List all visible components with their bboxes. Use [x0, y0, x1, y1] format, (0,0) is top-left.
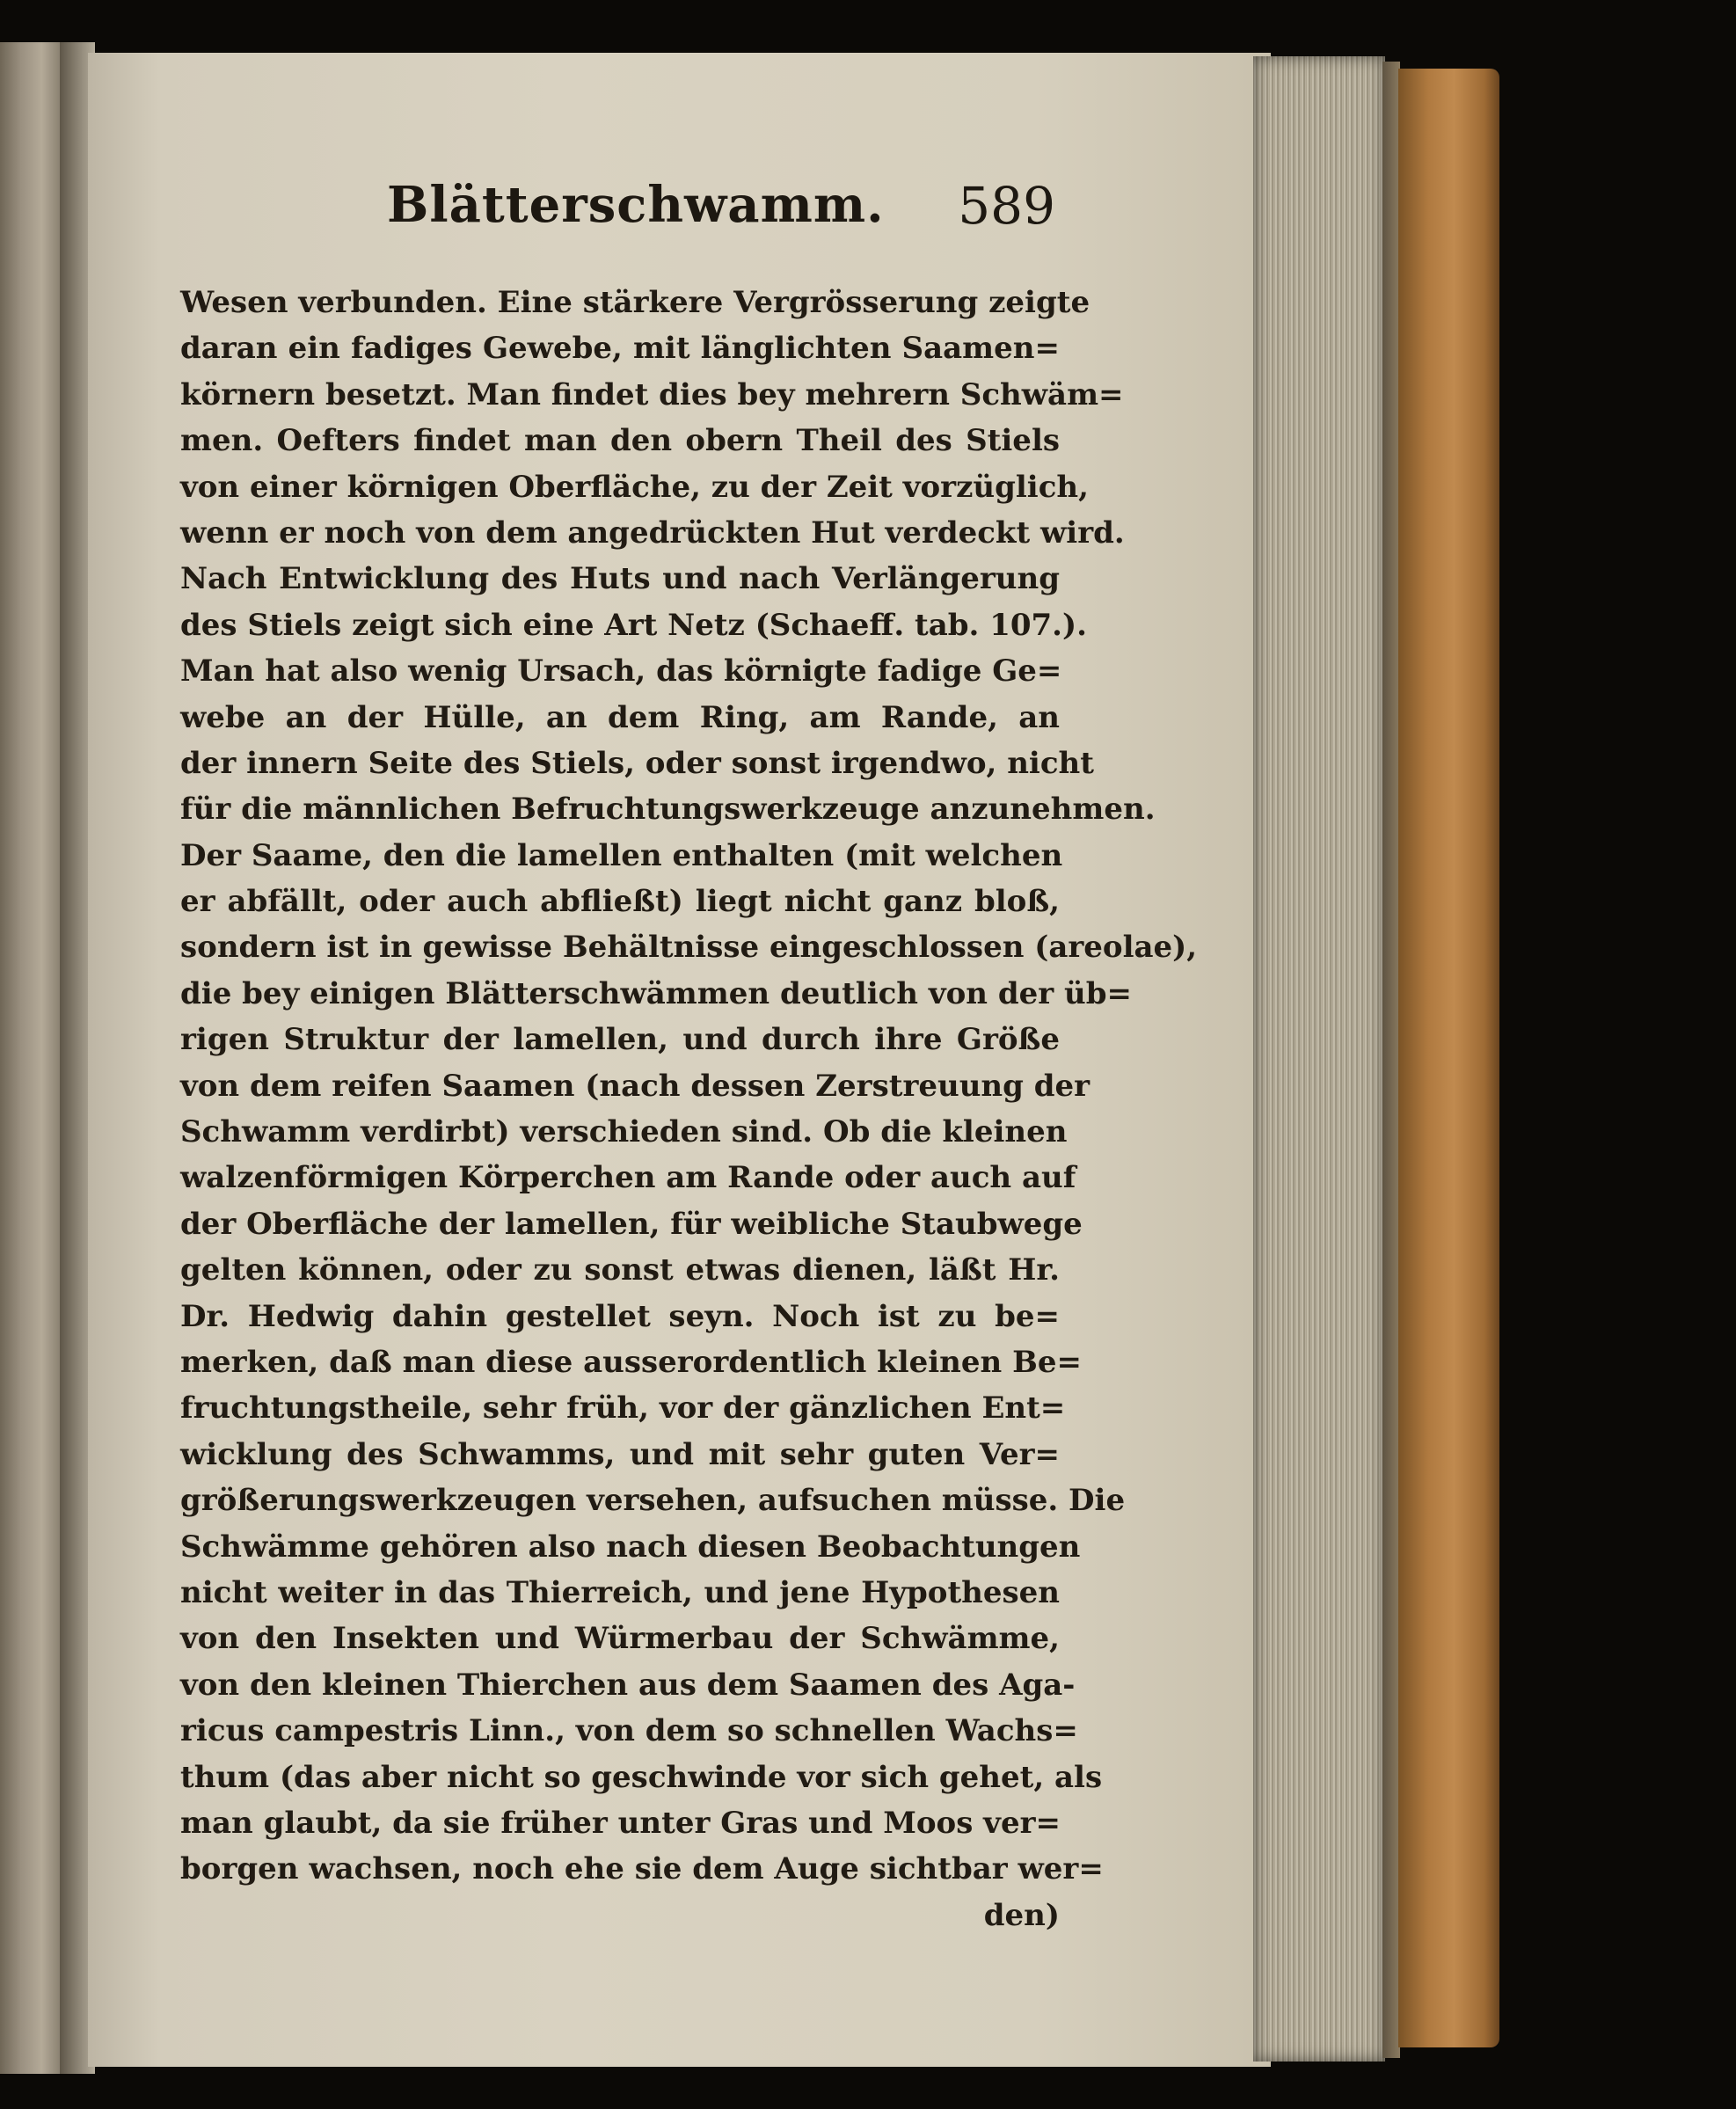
body-text: [180, 280, 1198, 1938]
page-header: [387, 176, 1055, 264]
text-line: er abfällt, oder auch abfließt) liegt nicht ganz bloß,: [180, 884, 1060, 920]
text-line: von den Insekten und Würmerbau der Schwämme,: [180, 1621, 1060, 1657]
text-line: merken, daß man diese ausserordentlich kleinen Be=: [180, 1344, 1082, 1380]
text-line: nicht weiter in das Thierreich, und jene Hypothesen: [180, 1574, 1060, 1610]
text-line: borgen wachsen, noch ehe sie dem Auge sichtbar wer=: [180, 1851, 1104, 1887]
text-line: der Oberfläche der lamellen, für weibliche Staubwege: [180, 1206, 1083, 1242]
leather-cover: [1398, 69, 1499, 2047]
text-line: gelten können, oder zu sonst etwas dienen, läßt Hr.: [180, 1252, 1060, 1288]
text-line: Schwämme gehören also nach diesen Beobachtungen: [180, 1529, 1081, 1565]
page-number: 589: [958, 176, 1055, 236]
text-line: von dem reifen Saamen (nach dessen Zerstreuung der: [180, 1068, 1090, 1104]
text-line: sondern ist in gewisse Behältnisse eingeschlossen (areolae),: [180, 930, 1198, 966]
page-edges: [1253, 56, 1385, 2062]
text-line: fruchtungstheile, sehr früh, vor der gänzlichen Ent=: [180, 1390, 1066, 1427]
page-edge-shadow: [1382, 62, 1400, 2058]
text-line: webe an der Hülle, an dem Ring, am Rande, an: [180, 699, 1060, 735]
text-line: Dr. Hedwig dahin gestellet seyn. Noch ist zu be=: [180, 1298, 1060, 1334]
text-line: Man hat also wenig Ursach, das körnigte fadige Ge=: [180, 653, 1062, 690]
previous-page-edge: [0, 42, 62, 2074]
text-line: walzenförmigen Körperchen am Rande oder auch auf: [180, 1160, 1076, 1196]
text-line: den): [983, 1897, 1060, 1933]
text-line: Nach Entwicklung des Huts und nach Verlängerung: [180, 561, 1060, 597]
text-line: men. Oefters findet man den obern Theil des Stiels: [180, 423, 1060, 459]
text-line: ricus campestris Linn., von dem so schnellen Wachs=: [180, 1713, 1078, 1749]
text-line: daran ein fadiges Gewebe, mit länglichten Saamen=: [180, 331, 1060, 367]
text-line: Wesen verbunden. Eine stärkere Vergrösserung zeigte: [180, 285, 1090, 320]
text-line: der innern Seite des Stiels, oder sonst irgendwo, nicht: [180, 745, 1094, 781]
text-line: rigen Struktur der lamellen, und durch ihre Größe: [180, 1022, 1060, 1058]
text-line: wicklung des Schwamms, und mit sehr guten Ver=: [180, 1436, 1060, 1472]
running-title: Blätterschwamm.: [387, 176, 885, 234]
text-line: von einer körnigen Oberfläche, zu der Zeit vorzüglich,: [180, 469, 1089, 505]
text-line: thum (das aber nicht so geschwinde vor sich gehet, als: [180, 1759, 1103, 1795]
text-line: Schwamm verdirbt) verschieden sind. Ob die kleinen: [180, 1114, 1068, 1150]
text-line: größerungswerkzeugen versehen, aufsuchen müsse. Die: [180, 1483, 1126, 1519]
text-line: Der Saame, den die lamellen enthalten (mit welchen: [180, 837, 1063, 873]
text-line: für die männlichen Befruchtungswerkzeuge anzunehmen.: [180, 792, 1156, 828]
text-line: wenn er noch von dem angedrückten Hut verdeckt wird.: [180, 514, 1125, 551]
text-line: die bey einigen Blätterschwämmen deutlich von der üb=: [180, 975, 1132, 1011]
text-line: man glaubt, da sie früher unter Gras und Moos ver=: [180, 1805, 1061, 1841]
text-line: körnern besetzt. Man findet dies bey mehrern Schwäm=: [180, 376, 1124, 412]
text-line: des Stiels zeigt sich eine Art Netz (Schaeff. tab. 107.).: [180, 607, 1087, 643]
text-line: von den kleinen Thierchen aus dem Saamen des Aga-: [180, 1667, 1076, 1703]
